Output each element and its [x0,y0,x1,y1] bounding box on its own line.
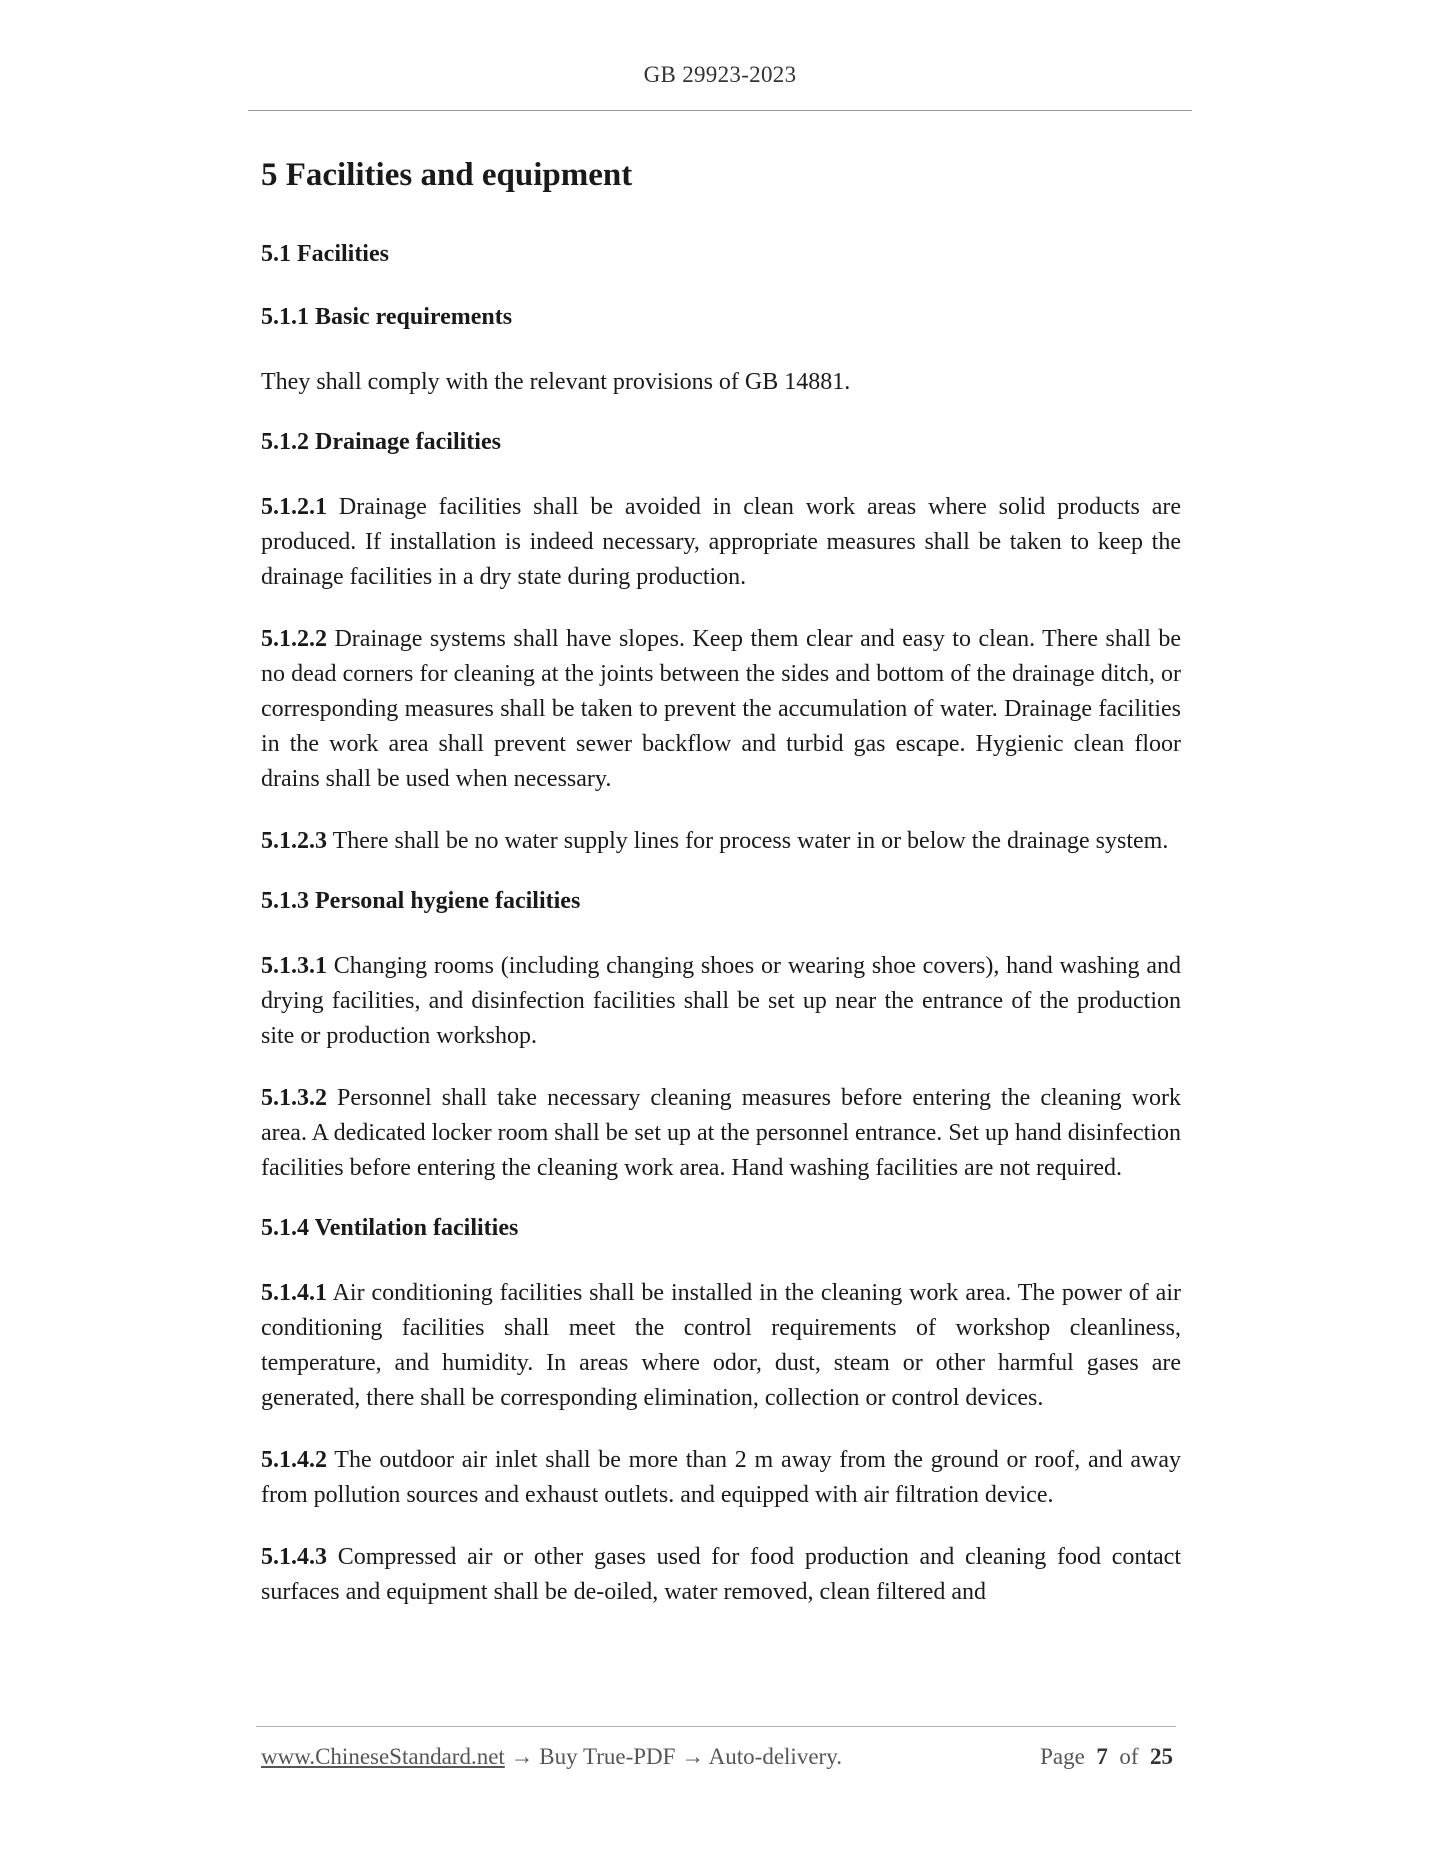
paragraph-5-1-2-2 [261,622,1181,797]
paragraph-5-1-1: They shall comply with the relevant provisions of GB 14881. [261,369,851,395]
page-total: 25 [1150,1744,1173,1769]
clause-number: 5.1.4.3 [261,1544,327,1570]
website-link[interactable]: www.ChineseStandard.net [261,1744,505,1769]
clause-number: 5.1.4.2 [261,1447,327,1473]
section-title: 5 Facilities and equipment [261,157,633,193]
clause-text: Drainage facilities shall be avoided in clean work areas where solid products are produced. If installation is indeed necessary, appropriate measures shall be taken to keep the drainage facilities in a dry state during production. [261,494,1181,590]
paragraph-5-1-3-1 [261,949,1181,1054]
buy-pdf-text: Buy True-PDF [539,1744,676,1769]
document-body [261,155,1181,1637]
clause-number: 5.1.2.3 [261,828,327,854]
heading-5-1-1: 5.1.1 Basic requirements [261,304,513,330]
heading-5-1-4: 5.1.4 Ventilation facilities [261,1215,519,1241]
clause-number: 5.1.2.2 [261,626,327,652]
page-current: 7 [1096,1744,1108,1769]
of-label: of [1119,1744,1139,1769]
clause-text: Changing rooms (including changing shoes or wearing shoe covers), hand washing and drying facilities, and disinfection facilities shall be set up near the entrance of the production site or production workshop. [261,953,1181,1049]
page-indicator [1040,1744,1173,1770]
heading-5-1: 5.1 Facilities [261,241,389,267]
auto-delivery-text: Auto-delivery. [708,1744,842,1769]
clause-number: 5.1.2.1 [261,494,327,520]
page-header: GB 29923-2023 [643,62,797,87]
clause-text: There shall be no water supply lines for process water in or below the drainage system. [327,828,1169,854]
clause-text: Personnel shall take necessary cleaning measures before entering the cleaning work area. A dedicated locker room shall be set up at the personnel entrance. Set up hand disinfection facilities before entering the cleaning work area. Hand washing facilities are not required. [261,1085,1181,1181]
paragraph-5-1-4-1 [261,1276,1181,1416]
clause-text: Compressed air or other gases used for food production and cleaning food contact surfaces and equipment shall be de-oiled, water removed, clean filtered and [261,1544,1181,1605]
paragraph-5-1-2-1 [261,490,1181,595]
footer-promo [261,1744,842,1770]
paragraph-5-1-4-3 [261,1540,1181,1610]
header-divider [248,110,1192,111]
clause-text: The outdoor air inlet shall be more than 2 m away from the ground or roof, and away from pollution sources and exhaust outlets. and equipped with air filtration device. [261,1447,1181,1508]
heading-5-1-3: 5.1.3 Personal hygiene facilities [261,888,581,914]
clause-text: Air conditioning facilities shall be installed in the cleaning work area. The power of air conditioning facilities shall meet the control requirements of workshop cleanliness, temperature, and humidity. In areas where odor, dust, steam or other harmful gases are generated, there shall be corresponding elimination, collection or control devices. [261,1280,1181,1411]
arrow-icon: → [504,1744,540,1769]
arrow-icon: → [675,1744,709,1769]
heading-5-1-2: 5.1.2 Drainage facilities [261,429,501,455]
footer-divider [256,1726,1176,1727]
paragraph-5-1-4-2 [261,1443,1181,1513]
paragraph-5-1-2-3 [261,824,1181,859]
page-label: Page [1040,1744,1085,1769]
paragraph-5-1-3-2 [261,1081,1181,1186]
clause-number: 5.1.3.2 [261,1085,327,1111]
clause-number: 5.1.3.1 [261,953,327,979]
clause-text: Drainage systems shall have slopes. Keep them clear and easy to clean. There shall be no dead corners for cleaning at the joints between the sides and bottom of the drainage ditch, or corresponding measures shall be taken to prevent the accumulation of water. Drainage facilities in the work area shall prevent sewer backflow and turbid gas escape. Hygienic clean floor drains shall be used when necessary. [261,626,1181,792]
clause-number: 5.1.4.1 [261,1280,327,1306]
